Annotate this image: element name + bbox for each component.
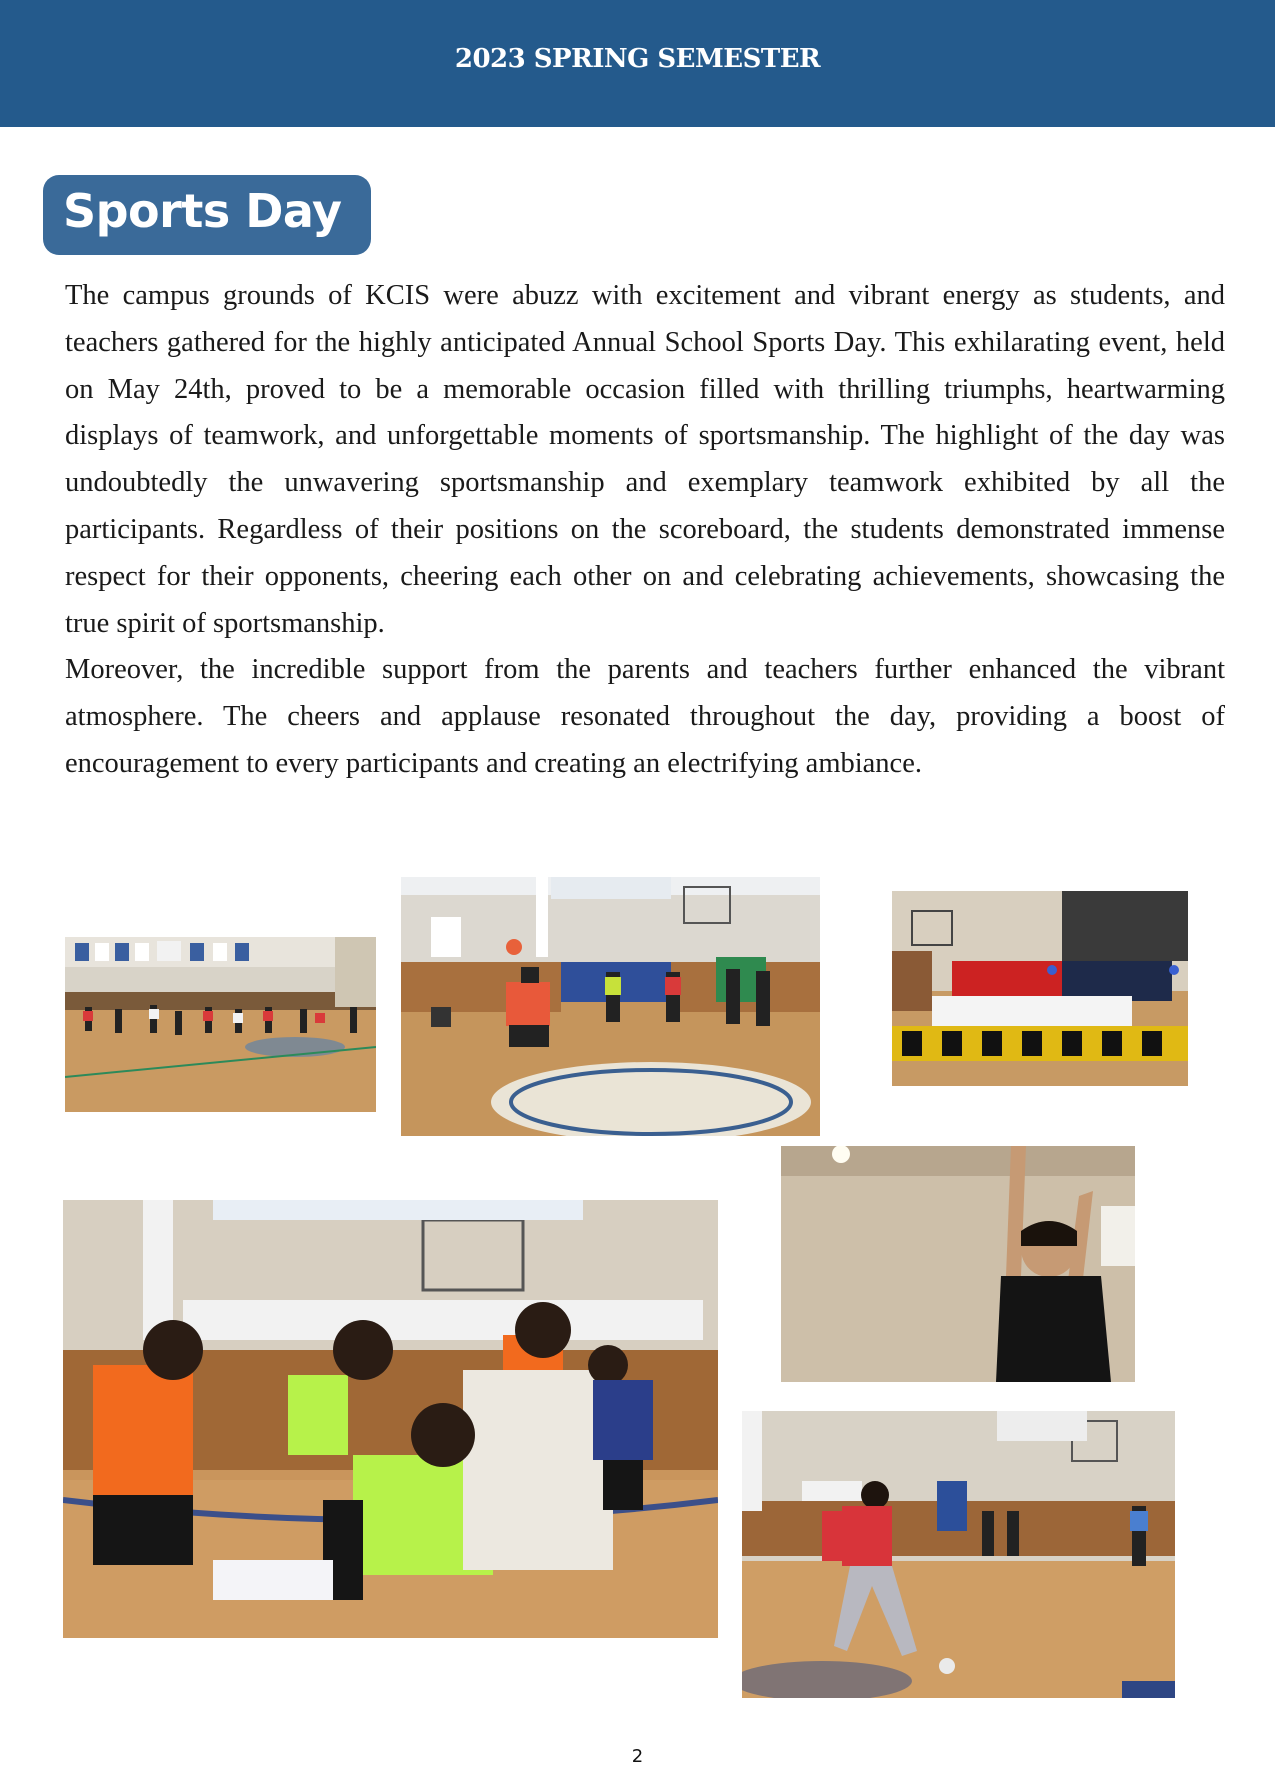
relay-race-photo bbox=[63, 1200, 718, 1638]
section-badge bbox=[43, 175, 371, 255]
page-number: 2 bbox=[631, 1746, 644, 1767]
article-paragraph: The campus grounds of KCIS were abuzz with excitement and vibrant energy as students, and teachers gathered for the highly anticipated Annual School Sports Day. This exhilarating event, held on May 24th, proved to be a memorable occasion filled with thrilling triumphs, heartwarming displays of teamwork, and unforgettable moments of sportsmanship. The highlight of the day was undoubtedly the unwavering sportsmanship and exemplary teamwork exhibited by all the participants. Regardless of their positions on the scoreboard, the students demonstrated immense respect for their opponents, cheering each other on and celebrating achievements, showcasing the true spirit of sportsmanship. bbox=[65, 280, 1225, 639]
basketball-shot-photo bbox=[781, 1146, 1135, 1382]
soccer-kick-photo bbox=[742, 1411, 1175, 1698]
semester-title: 2023 SPRING SEMESTER bbox=[454, 44, 821, 74]
group-photo bbox=[892, 891, 1188, 1086]
gym-game-wide-photo bbox=[65, 937, 376, 1112]
article-paragraph: Moreover, the incredible support from the parents and teachers further enhanced the vibrant atmosphere. The cheers and applause resonated throughout the day, providing a boost of encouragement to every participants and creating an electrifying ambiance. bbox=[65, 654, 1225, 779]
header-band bbox=[0, 0, 1275, 127]
dodgeball-throw-photo bbox=[401, 877, 820, 1136]
section-title: Sports Day bbox=[63, 184, 342, 238]
article-body bbox=[65, 273, 1225, 788]
